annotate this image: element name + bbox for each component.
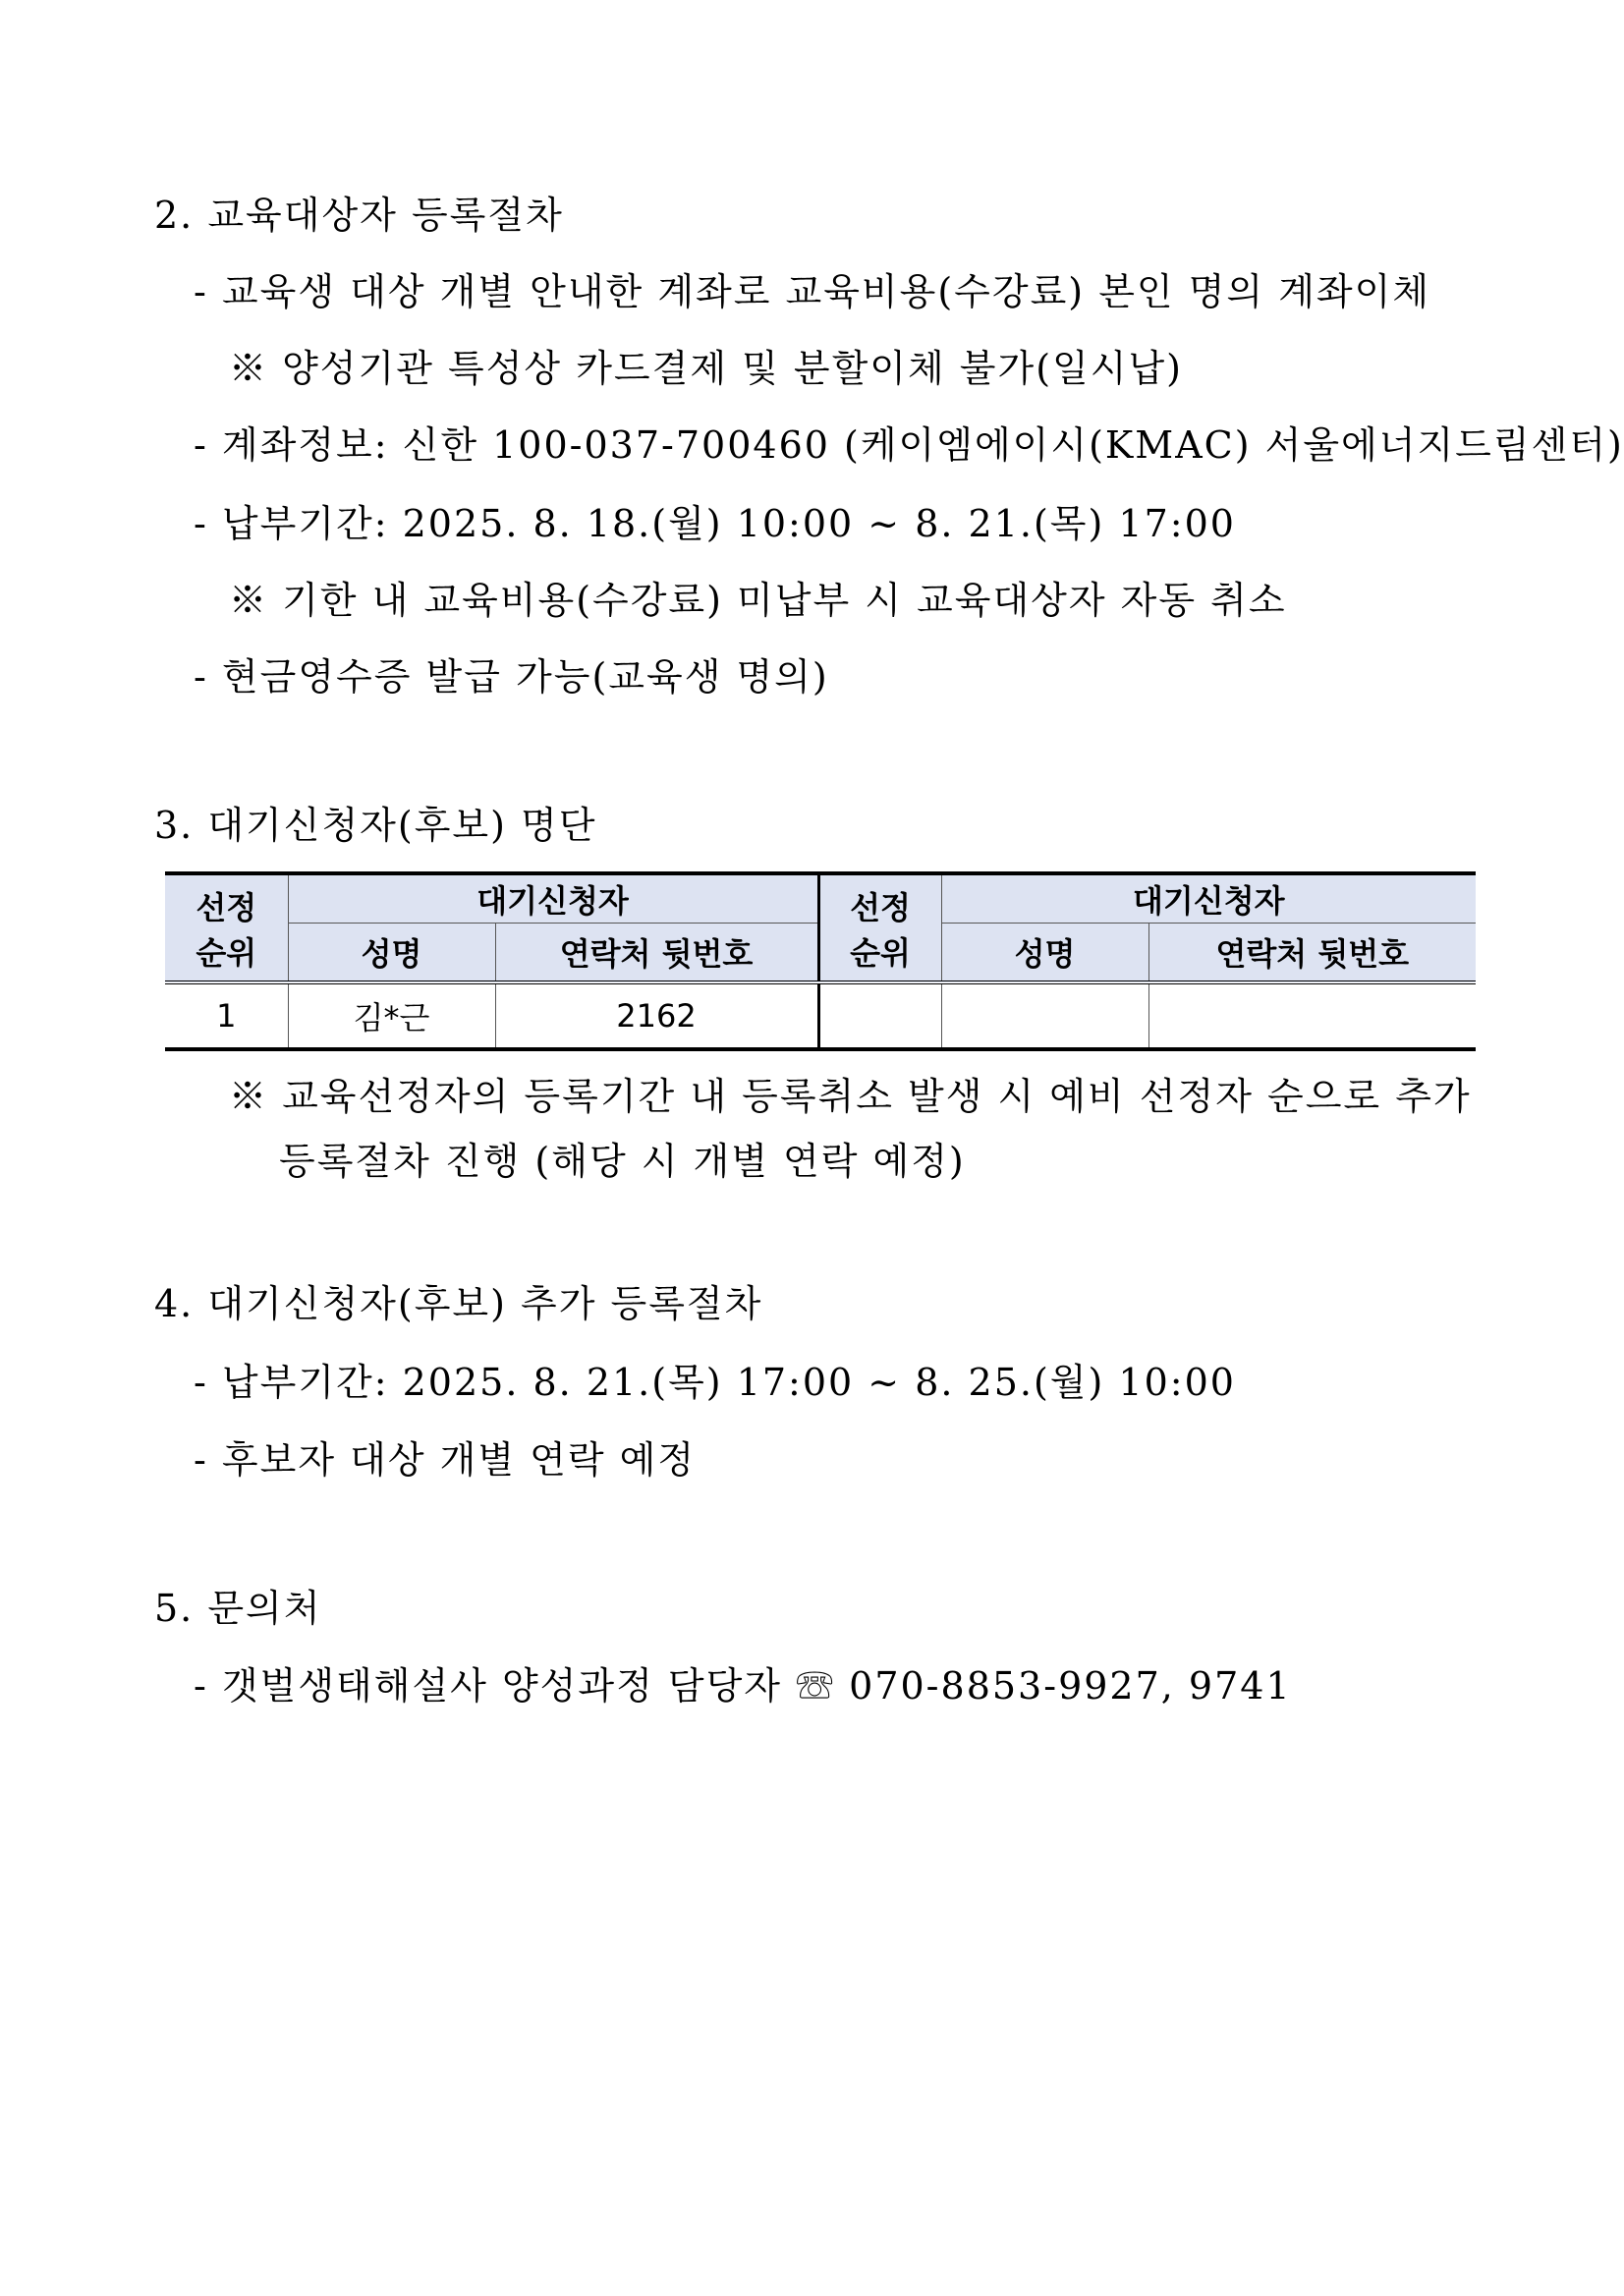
section2-item-period: - 납부기간: 2025. 8. 18.(월) 10:00 ~ 8. 21.(목) 17:00	[194, 502, 1236, 545]
section5-heading: 5. 문의처	[154, 1587, 322, 1630]
section5-item-contact: - 갯벌생태해설사 양성과정 담당자 ☏ 070-8853-9927, 9741	[194, 1664, 1292, 1708]
table-row	[165, 982, 1476, 1049]
section3-heading: 3. 대기신청자(후보) 명단	[154, 804, 597, 847]
waitlist-table	[165, 871, 1476, 1051]
section2-item-receipt: - 현금영수증 발급 가능(교육생 명의)	[194, 655, 829, 699]
section3-note-line2: 등록절차 진행 (해당 시 개별 연락 예정)	[279, 1140, 966, 1183]
section2-note-payment: ※ 양성기관 특성상 카드결제 및 분할이체 불가(일시납)	[229, 347, 1183, 390]
right-name-cell	[941, 982, 1148, 1049]
left-name-header: 성명	[288, 924, 495, 983]
right-rank-header: 선정 순위	[818, 873, 941, 982]
right-rank-cell	[818, 982, 941, 1049]
left-phone-cell: 2162	[495, 982, 818, 1049]
left-name-cell: 김*근	[288, 982, 495, 1049]
waitlist-table-wrapper	[165, 871, 1476, 1044]
right-group-header: 대기신청자	[941, 873, 1476, 924]
section3-note-line1: ※ 교육선정자의 등록기간 내 등록취소 발생 시 예비 선정자 순으로 추가	[229, 1075, 1472, 1118]
section2-item-account: - 계좌정보: 신한 100-037-700460 (케이엠에이시(KMAC) 서울에너지드림센터)	[194, 423, 1624, 467]
section2-item-transfer: - 교육생 대상 개별 안내한 계좌로 교육비용(수강료) 본인 명의 계좌이체	[194, 270, 1431, 313]
right-phone-cell	[1148, 982, 1476, 1049]
left-rank-header: 선정 순위	[165, 873, 288, 982]
section2-note-cancel: ※ 기한 내 교육비용(수강료) 미납부 시 교육대상자 자동 취소	[229, 579, 1287, 622]
section4-item-period: - 납부기간: 2025. 8. 21.(목) 17:00 ~ 8. 25.(월) 10:00	[194, 1361, 1236, 1404]
left-group-header: 대기신청자	[288, 873, 818, 924]
left-phone-header: 연락처 뒷번호	[495, 924, 818, 983]
section2-heading: 2. 교육대상자 등록절차	[154, 194, 564, 237]
left-rank-cell: 1	[165, 982, 288, 1049]
section4-heading: 4. 대기신청자(후보) 추가 등록절차	[154, 1282, 763, 1325]
section4-item-contact: - 후보자 대상 개별 연락 예정	[194, 1438, 697, 1482]
right-name-header: 성명	[941, 924, 1148, 983]
right-phone-header: 연락처 뒷번호	[1148, 924, 1476, 983]
